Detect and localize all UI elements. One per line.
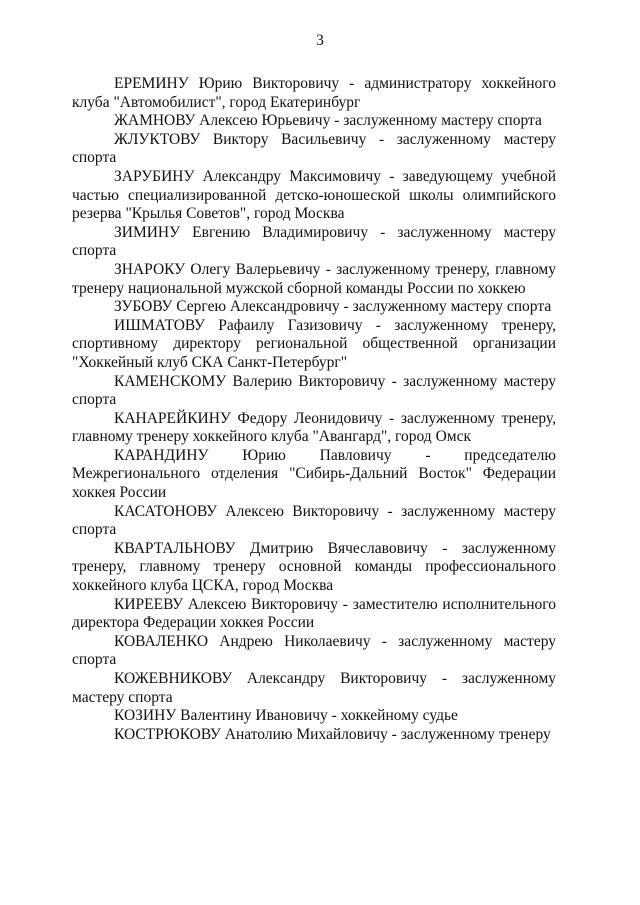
list-item: КОЗИНУ Валентину Ивановичу - хоккейному судье <box>114 707 458 725</box>
list-item: КОСТРЮКОВУ Анатолию Михайловичу - заслуженному тренеру <box>114 725 551 743</box>
list-item: КОЖЕВНИКОВУ Александру Викторовичу - заслуженному мастеру спорта <box>72 670 556 706</box>
list-item: КВАРТАЛЬНОВУ Дмитрию Вячеславовичу - заслуженному тренеру, главному тренеру основной команды профессионального хоккейного клуба ЦСКА, город Москва <box>72 539 556 595</box>
list-item: КАМЕНСКОМУ Валерию Викторовичу - заслуженному мастеру спорта <box>72 372 556 409</box>
list-item: ЗИМИНУ Евгению Владимировичу - заслуженному мастеру спорта <box>72 223 556 260</box>
list-item: КАНАРЕЙКИНУ Федору Леонидовичу - заслуженному тренеру, главному тренеру хоккейного клуба "Авангард", город Омск <box>72 409 556 446</box>
list-item: ЗНАРОКУ Олегу Валерьевичу - заслуженному тренеру, главному тренеру национальной мужской сборной команды России по хоккею <box>72 260 556 297</box>
list-item: КАСАТОНОВУ Алексею Викторовичу - заслуженному мастеру спорта <box>72 502 556 539</box>
list-item: ИШМАТОВУ Рафаилу Газизовичу - заслуженному тренеру, спортивному директору региональной общественной организации "Хоккейный клуб СКА Санкт-Петербург" <box>72 316 556 371</box>
list-item: ЕРЕМИНУ Юрию Викторовичу - администратору хоккейного клуба "Автомобилист", город Екатеринбург <box>72 75 556 111</box>
award-list <box>72 75 556 744</box>
list-item: КАРАНДИНУ Юрию Павловичу - председателю Межрегионального отделения "Сибирь-Дальний Восток" Федерации хоккея России <box>72 446 556 502</box>
list-item: ЖЛУКТОВУ Виктору Васильевичу - заслуженному мастеру спорта <box>72 130 556 167</box>
list-item: ЗАРУБИНУ Александру Максимовичу - заведующему учебной частью специализированной детско-юношеской школы олимпийского резерва "Крылья Советов", город Москва <box>72 167 556 223</box>
list-item: КИРЕЕВУ Алексею Викторовичу - заместителю исполнительного директора Федерации хоккея России <box>72 595 556 632</box>
page-number: 3 <box>316 32 324 49</box>
list-item: ЖАМНОВУ Алексею Юрьевичу - заслуженному мастеру спорта <box>114 112 542 130</box>
list-item: КОВАЛЕНКО Андрею Николаевичу - заслуженному мастеру спорта <box>72 632 556 669</box>
list-item: ЗУБОВУ Сергею Александровичу - заслуженному мастеру спорта <box>114 298 552 316</box>
